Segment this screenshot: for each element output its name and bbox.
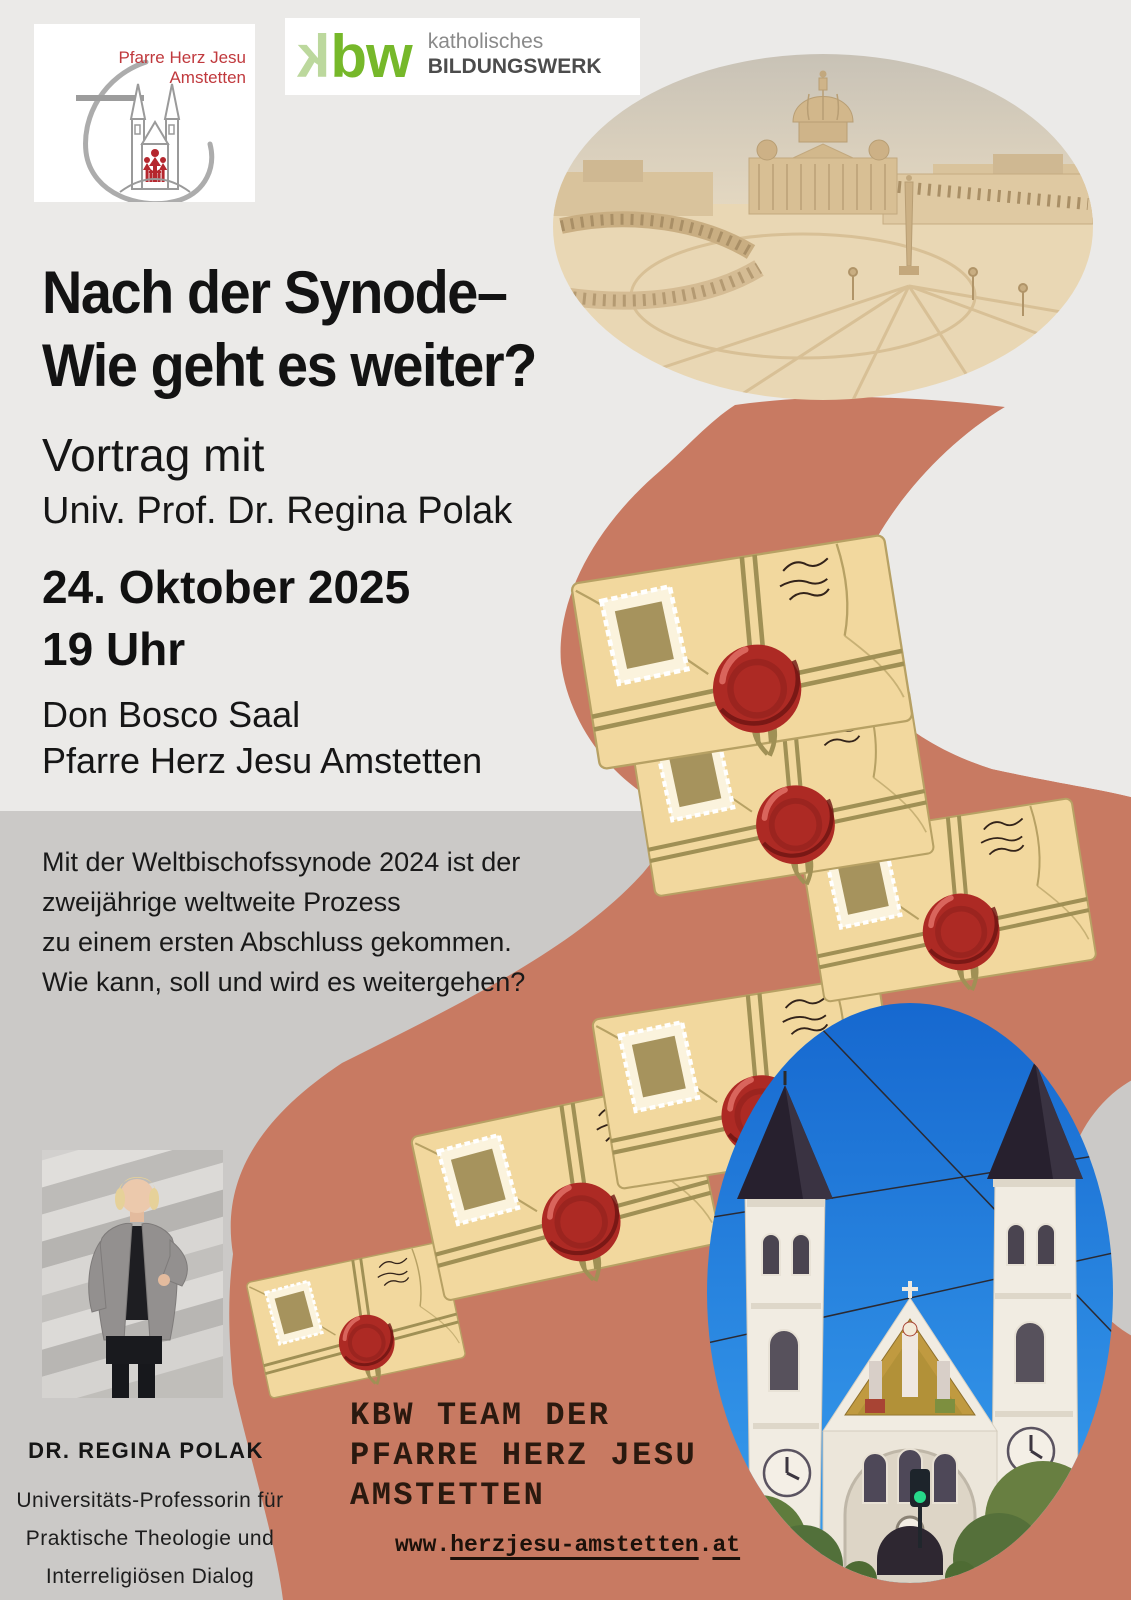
speaker-portrait-photo: [42, 1150, 223, 1398]
pfarre-logo: [34, 24, 255, 202]
intro-line: Wie kann, soll und wird es weitergehen?: [42, 967, 526, 997]
intro-line: zu einem ersten Abschluss gekommen.: [42, 927, 512, 957]
event-date: 24. Oktober 2025: [42, 561, 411, 613]
lecturer-name: Univ. Prof. Dr. Regina Polak: [42, 490, 513, 532]
team-line: KBW TEAM DER: [350, 1397, 611, 1434]
kbw-logo-line2: BILDUNGSWERK: [427, 55, 602, 78]
intro-line: zweijährige weltweite Prozess: [42, 887, 401, 917]
kbw-logo: [285, 18, 640, 95]
intro-line: Mit der Weltbischofssynode 2024 ist der: [42, 847, 521, 877]
speaker-role-line: Praktische Theologie und: [25, 1527, 275, 1550]
website-domain: herzjesu-amstetten: [450, 1532, 699, 1558]
website-prefix: www.: [395, 1532, 451, 1558]
pfarre-logo-text: [118, 48, 246, 88]
st-peters-square-model-photo: [553, 54, 1093, 400]
poster-title: [42, 256, 536, 402]
event-venue-hall: Don Bosco Saal: [42, 694, 301, 735]
herz-jesu-church-photo: [707, 1003, 1113, 1583]
pfarre-logo-line1: Pfarre Herz Jesu: [118, 48, 246, 67]
speaker-role-line: Universitäts-Professorin für: [16, 1489, 284, 1512]
event-venue-parish: Pfarre Herz Jesu Amstetten: [42, 740, 483, 781]
kbw-bw-letters: bw: [330, 22, 412, 90]
team-line: AMSTETTEN: [350, 1477, 546, 1514]
team-line: PFARRE HERZ JESU: [350, 1437, 698, 1474]
speaker-caption-name: DR. REGINA POLAK: [28, 1438, 264, 1463]
title-line1: Nach der Synode–: [42, 259, 507, 326]
website-dot: .: [698, 1532, 713, 1558]
kbw-team-signature: [350, 1396, 697, 1516]
pfarre-logo-line2: Amstetten: [169, 68, 246, 87]
website-tld: at: [712, 1532, 741, 1558]
event-time: 19 Uhr: [42, 623, 186, 675]
speaker-caption-role: [0, 1482, 300, 1596]
speaker-role-line: Interreligiösen Dialog: [45, 1565, 255, 1588]
lecture-label: Vortrag mit: [42, 429, 265, 481]
kbw-mirrored-k-icon: k: [297, 22, 331, 90]
website-link[interactable]: [395, 1532, 740, 1558]
kbw-logo-line1: katholisches: [427, 30, 544, 53]
title-line2: Wie geht es weiter?: [42, 332, 536, 399]
intro-paragraph: [42, 842, 525, 1002]
